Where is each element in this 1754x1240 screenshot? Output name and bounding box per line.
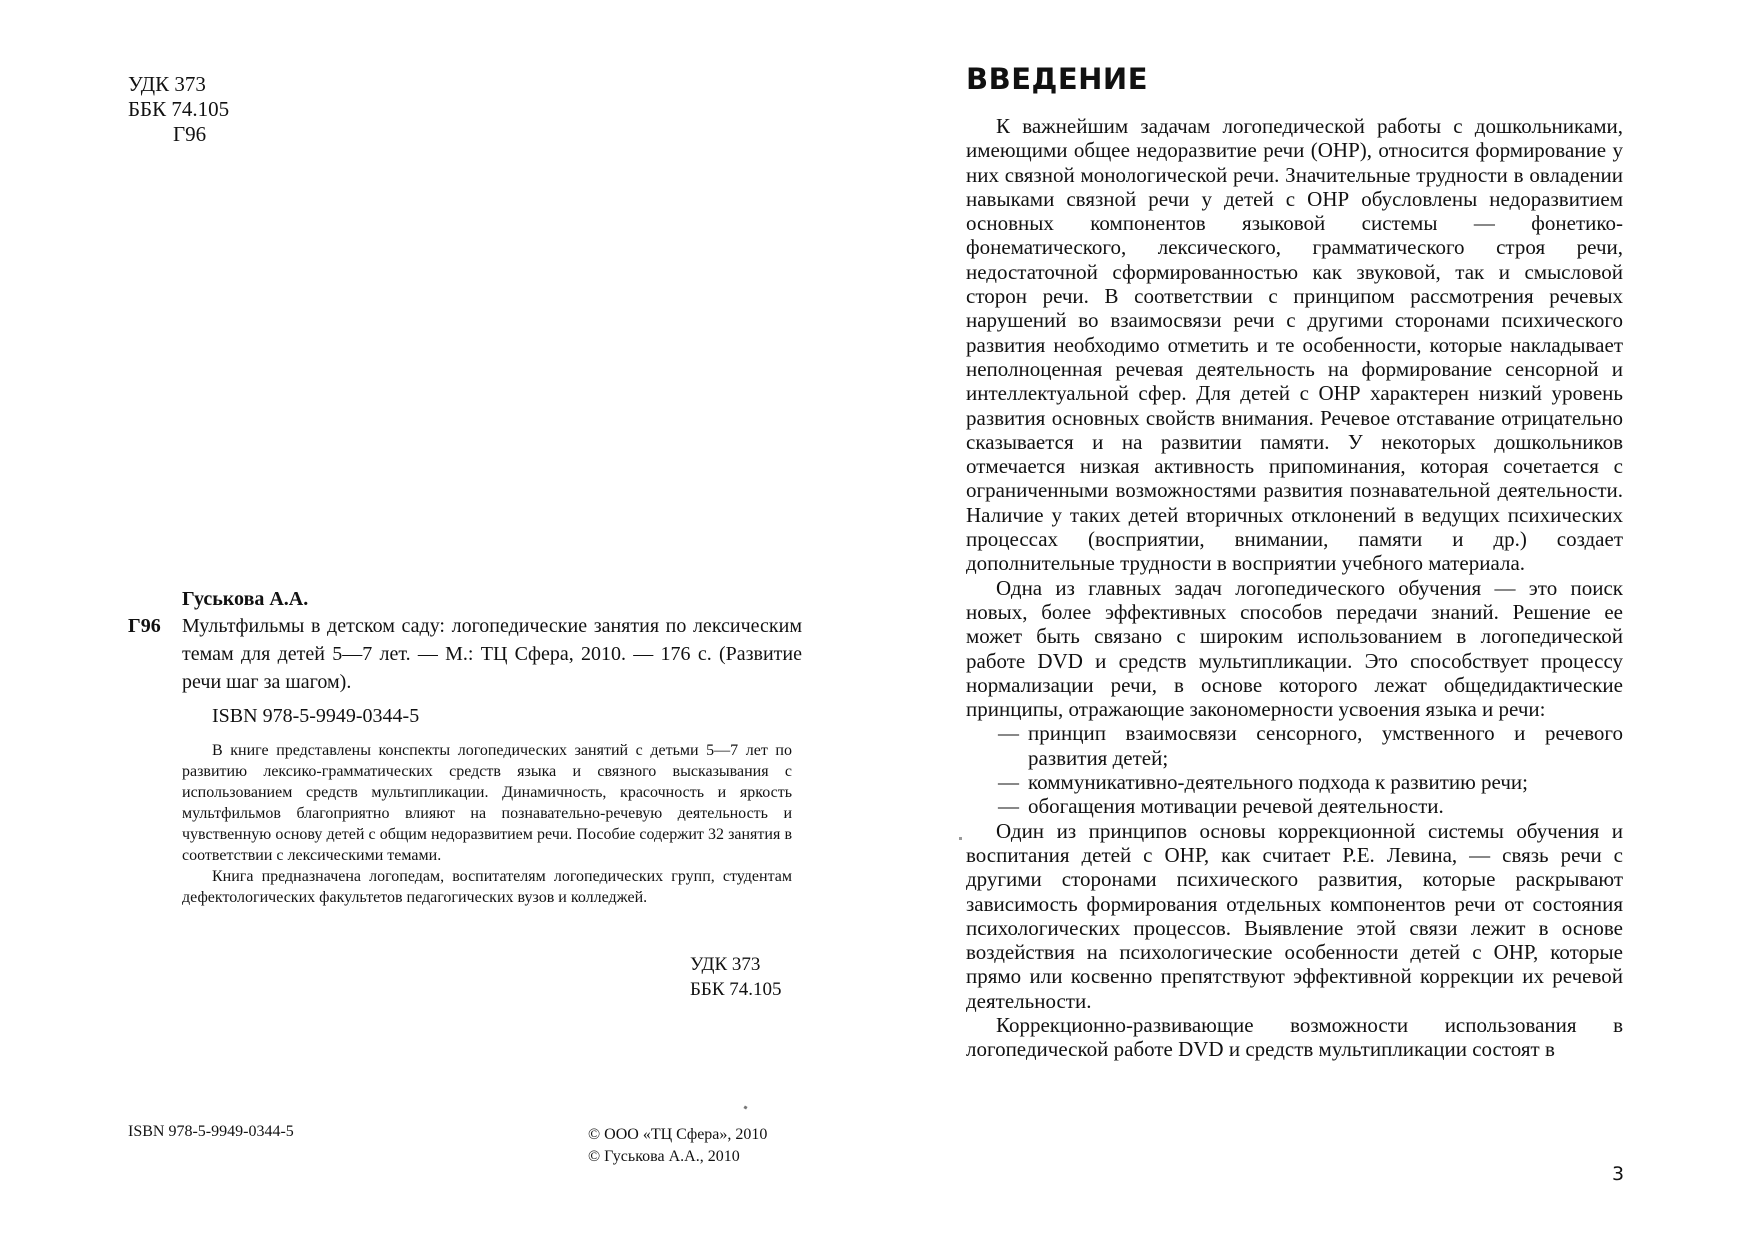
- author-name: Гуськова А.А.: [182, 588, 309, 610]
- scan-speck: [743, 1105, 747, 1109]
- isbn-main: ISBN 978-5-9949-0344-5: [212, 705, 420, 727]
- annotation-paragraph: В книге представлены конспекты логопедических занятий с детьми 5—7 лет по развитию лексико-грамматических средств языка и связного высказывания с использованием средств мультипликации. Динамичность, красочность и яркость мультфильмов благоприятно влияют на познавательно-речевую деятельность и чувственную основу детей с общим недоразвитием речи. Пособие содержит 32 занятия в соответствии с лексическими темами.: [182, 742, 792, 864]
- bibliographic-entry: Мультфильмы в детском саду: логопедические занятия по лексическим темам для детей 5—7 лет. — М.: ТЦ Сфера, 2010. — 176 с. (Развитие речи шаг за шагом).: [182, 615, 802, 693]
- body-paragraph: К важнейшим задачам логопедической работы с дошкольниками, имеющими общее недоразвитие речи (ОНР), относится формирование у них связной монологической речи. Значительные трудности в овладении навыками связной речи у детей с ОНР обусловлены недоразвитием основных компонентов языковой системы — фонетико-фонематического, лексического, грамматического строя речи, недостаточной сформированностью как звуковой, так и смысловой сторон речи. В соответствии с принципом рассмотрения речевых нарушений во взаимосвязи речи с другими сторонами психического развития необходимо отметить и те особенности, которые накладывает неполноценная речевая деятельность на формирование сенсорной и интеллектуальной сфер. Для детей с ОНР характерен низкий уровень развития основных свойств внимания. Речевое отставание отрицательно сказывается и на развитии памяти. У некоторых дошкольников отмечается низкая активность припоминания, которая сочетается с ограниченными возможностями развития познавательной деятельности. Наличие у таких детей вторичных отклонений в ведущих психических процессах (восприятии, внимании, памяти и др.) создает дополнительные трудности в восприятии учебного материала.: [966, 114, 1623, 576]
- body-paragraph: Один из принципов основы коррекционной системы обучения и воспитания детей с ОНР, как считает Р.Е. Левина, — связь речи с другими сторонами психического развития, которые раскрывают зависимость формирования отдельных компонентов речи от состояния психологических процессов. Выявление этой связи лежит в основе воздействия на психологические особенности детей с ОНР, которые прямо или косвенно препятствуют эффективной коррекции их речевой деятельности.: [966, 818, 1623, 1013]
- entry-code: Г96: [128, 615, 161, 637]
- principles-list: [966, 721, 1623, 818]
- list-item: — обогащения мотивации речевой деятельности.: [998, 794, 1623, 818]
- body-paragraph: Одна из главных задач логопедического обучения — это поиск новых, более эффективных способов передачи знаний. Решение ее может быть связано с широким использованием в логопедической работе DVD и средств мультипликации. Это способствует процессу нормализации речи, в основе которого лежат общедидактические принципы, отражающие закономерности усвоения языка и речи:: [966, 575, 1623, 722]
- chapter-heading: ВВЕДЕНИЕ: [966, 62, 1149, 96]
- bbk-code: ББК 74.105: [128, 97, 230, 121]
- copyright-author: © Гуськова А.А., 2010: [588, 1148, 740, 1165]
- udk-code: УДК 373: [690, 954, 761, 975]
- copyright-block: [588, 1124, 767, 1168]
- page-number: 3: [1612, 1163, 1625, 1185]
- author-mark: Г96: [173, 122, 207, 146]
- annotation-paragraph: Книга предназначена логопедам, воспитателям логопедических групп, студентам дефектологических факультетов педагогических вузов и колледжей.: [182, 868, 792, 906]
- list-item: — коммуникативно-деятельного подхода к развитию речи;: [998, 770, 1623, 794]
- scan-speck: [959, 837, 962, 840]
- body-text: [966, 114, 1623, 1062]
- list-item: — принцип взаимосвязи сенсорного, умственного и речевого развития детей;: [998, 721, 1623, 770]
- copyright-publisher: © ООО «ТЦ Сфера», 2010: [588, 1126, 768, 1143]
- annotation: [182, 740, 792, 908]
- body-paragraph: Коррекционно-развивающие возможности использования в логопедической работе DVD и средств мультипликации состоят в: [966, 1012, 1623, 1062]
- bbk-code: ББК 74.105: [690, 979, 782, 1000]
- udk-code: УДК 373: [128, 72, 206, 96]
- udk-block-bottom: [690, 952, 782, 1002]
- udk-block-top: [128, 72, 229, 147]
- isbn-footer: ISBN 978-5-9949-0344-5: [128, 1123, 294, 1140]
